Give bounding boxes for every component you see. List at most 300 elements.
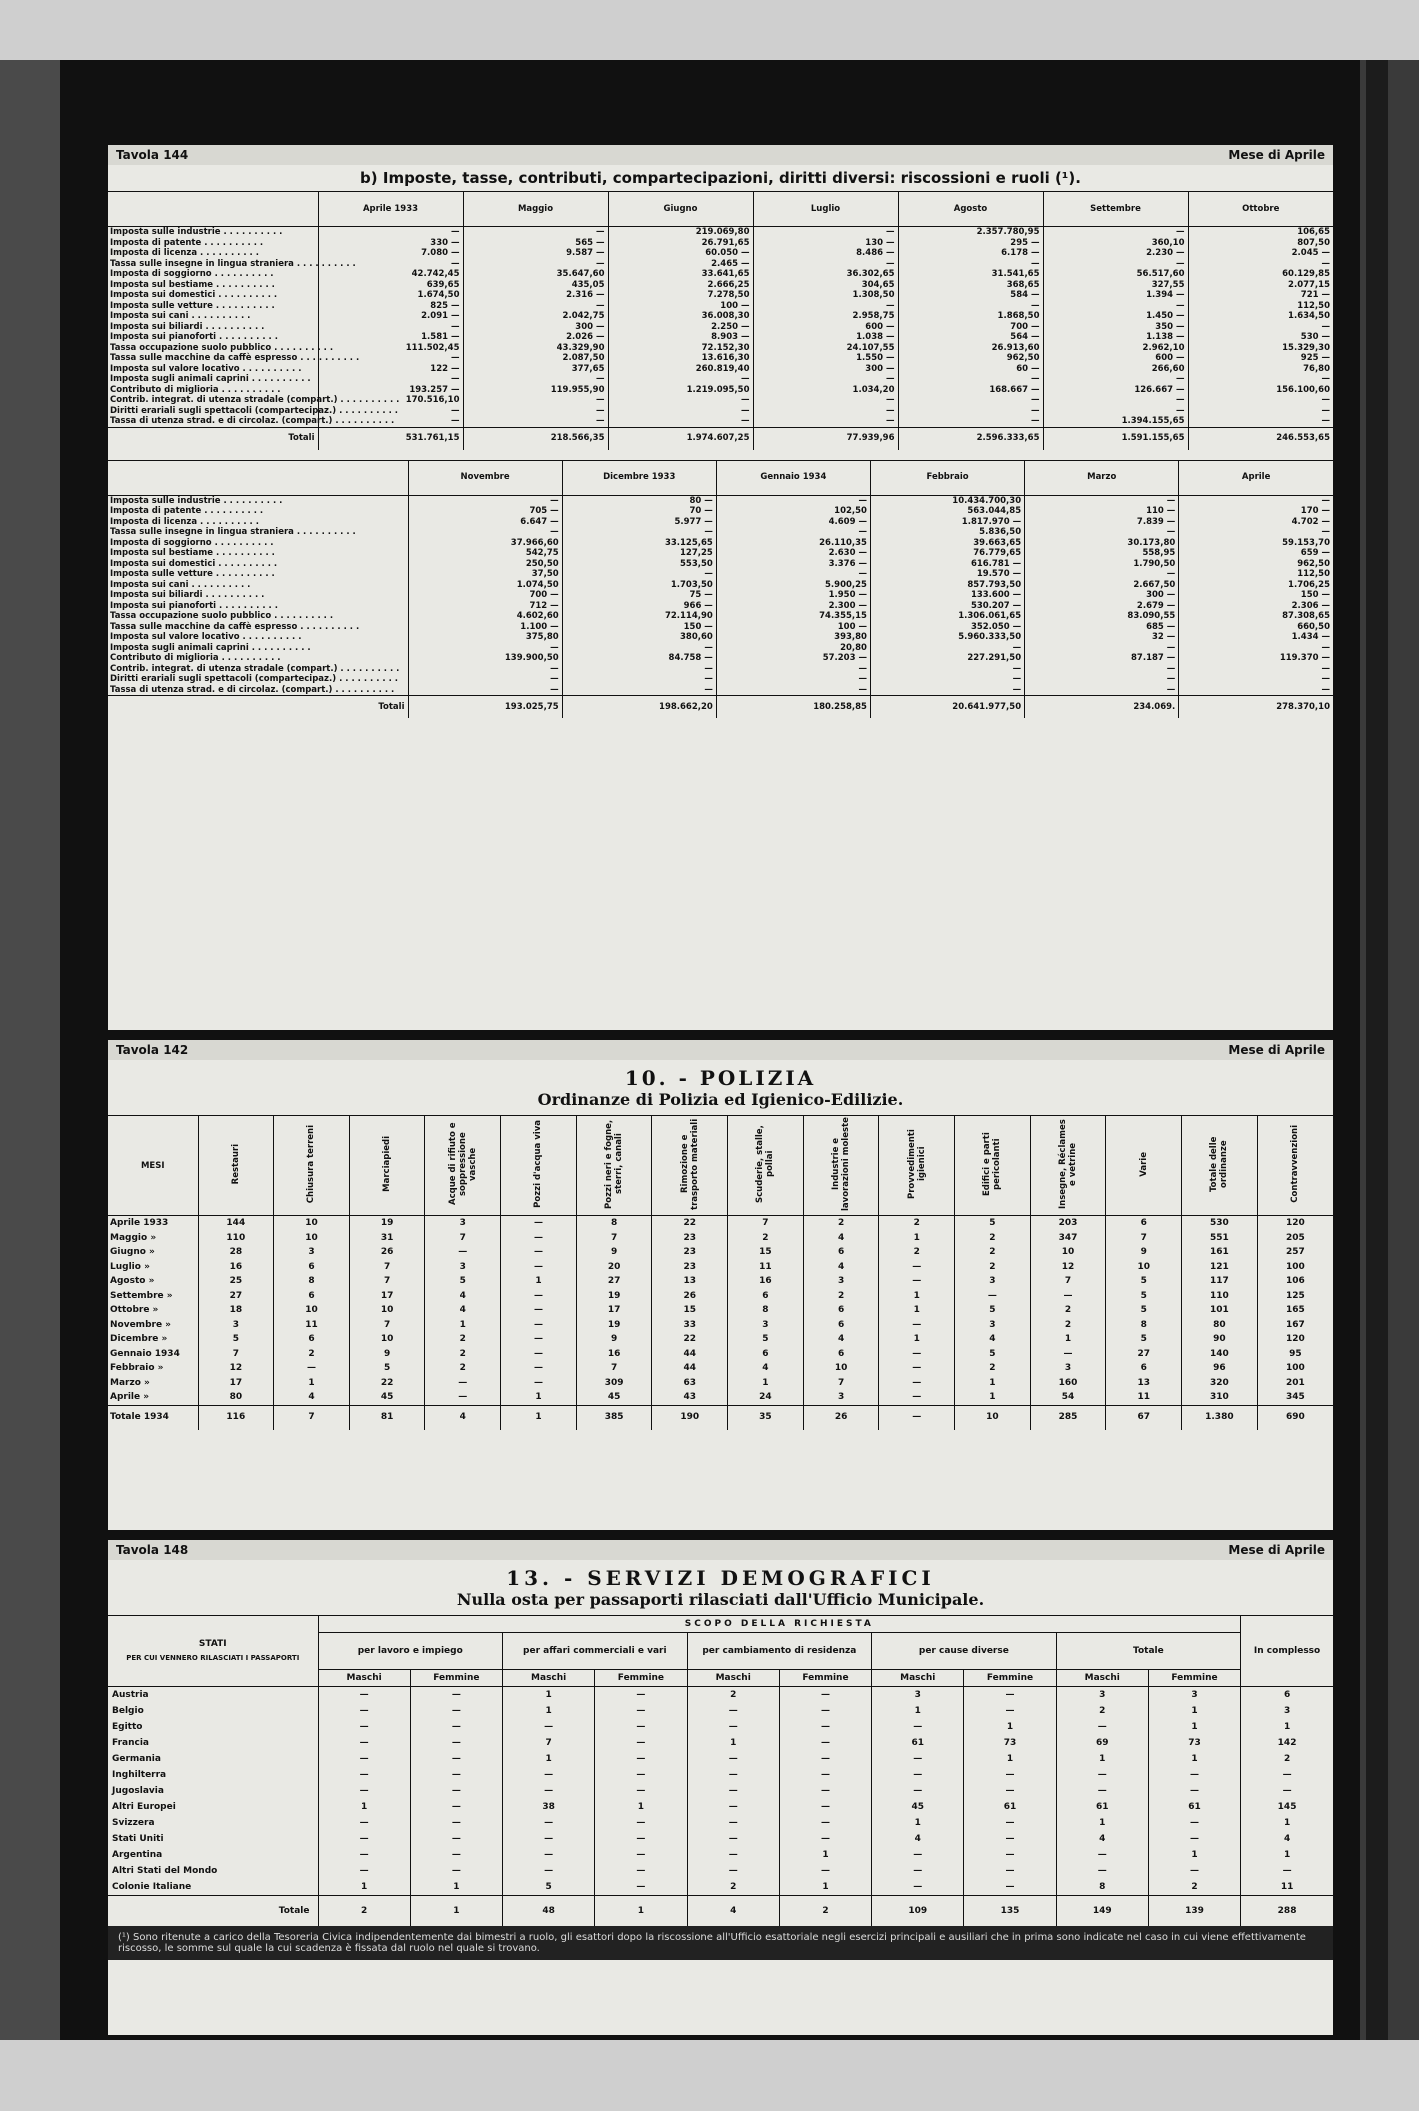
cell-value: — xyxy=(274,1361,350,1376)
cell-value: 150 — xyxy=(562,622,716,633)
cell-value: 9.587 — xyxy=(463,248,608,259)
group-header: Totale xyxy=(1056,1633,1241,1670)
table-row xyxy=(108,1879,1333,1896)
table-row xyxy=(108,527,1333,538)
cell-value: 10 xyxy=(1106,1260,1182,1275)
cell-value: — xyxy=(872,1863,964,1879)
row-label: Stati Uniti xyxy=(112,1834,164,1844)
cell-value: — xyxy=(318,406,463,417)
cell-value: 4 xyxy=(803,1260,879,1275)
column-header xyxy=(1030,1116,1106,1216)
cell-value: 30.173,80 xyxy=(1025,538,1179,549)
cell-value: — xyxy=(410,1831,502,1847)
table-row xyxy=(108,227,1333,238)
cell-value: 2 xyxy=(687,1687,779,1704)
cell-value: 4.602,60 xyxy=(408,611,562,622)
table-row xyxy=(108,364,1333,375)
cell-value: 1 xyxy=(1056,1815,1148,1831)
cell-value: 1 xyxy=(1148,1847,1240,1863)
cell-value: 564 — xyxy=(898,332,1043,343)
cell-value: — xyxy=(318,322,463,333)
cell-value: — xyxy=(410,1751,502,1767)
table-servizi-demografici xyxy=(108,1540,1333,2035)
scan-bottom-margin xyxy=(0,2040,1419,2111)
cell-value: — xyxy=(318,416,463,427)
cell-value: — xyxy=(687,1767,779,1783)
row-label: Imposta sul valore locativo . . . . . . . . . . xyxy=(110,363,302,374)
cell-value: 57.203 — xyxy=(716,653,870,664)
cell-value: 26.791,65 xyxy=(608,238,753,249)
cell-value: 3 xyxy=(1030,1361,1106,1376)
row-label: Dicembre » xyxy=(110,1334,168,1344)
row-label: Imposta sui biliardi . . . . . . . . . . xyxy=(110,321,265,332)
cell-value: 73 xyxy=(964,1735,1056,1751)
row-label: Belgio xyxy=(112,1706,144,1716)
cell-value: 4 xyxy=(872,1831,964,1847)
cell-value: — xyxy=(753,406,898,417)
cell-value: 16 xyxy=(728,1274,804,1289)
cell-value: 7.839 — xyxy=(1025,517,1179,528)
cell-value: 133.600 — xyxy=(870,590,1024,601)
row-label: Imposta sui domestici . . . . . . . . . . xyxy=(110,558,278,569)
column-header xyxy=(1106,1116,1182,1216)
cell-value: 1 xyxy=(503,1687,595,1704)
cell-value: — xyxy=(318,1831,410,1847)
cell-value: 1 xyxy=(964,1719,1056,1735)
cell-value: — xyxy=(955,1289,1031,1304)
month-label: Mese di Aprile xyxy=(1228,1043,1325,1057)
cell-value: 4 xyxy=(955,1332,1031,1347)
cell-value: 5 xyxy=(198,1332,274,1347)
cell-value: 110 — xyxy=(1025,506,1179,517)
cell-value: — xyxy=(870,674,1024,685)
cell-value: — xyxy=(608,395,753,406)
row-label: Settembre » xyxy=(110,1290,173,1301)
table-row xyxy=(108,538,1333,549)
row-label: Inghilterra xyxy=(112,1770,167,1780)
row-label: Jugoslavia xyxy=(112,1786,164,1796)
cell-value: 5 xyxy=(955,1347,1031,1362)
cell-value: — xyxy=(687,1783,779,1799)
column-header xyxy=(198,1116,274,1216)
total-value: 385 xyxy=(576,1405,652,1430)
cell-value: — xyxy=(872,1767,964,1783)
cell-value: 304,65 xyxy=(753,280,898,291)
row-label: Tassa di utenza strad. e di circolaz. (compart.) . . . . . . . . . . xyxy=(110,684,395,695)
cell-value: — xyxy=(501,1376,577,1391)
cell-value: 33.641,65 xyxy=(608,269,753,280)
cell-value: — xyxy=(463,416,608,427)
cell-value: 100 — xyxy=(608,301,753,312)
cell-value: 1.706,25 xyxy=(1179,580,1333,591)
cell-value: 7.278,50 xyxy=(608,290,753,301)
cell-value: 111.502,45 xyxy=(318,343,463,354)
cell-value: — xyxy=(1056,1783,1148,1799)
row-label: Imposta di licenza . . . . . . . . . . xyxy=(110,516,259,527)
cell-value: 9 xyxy=(576,1245,652,1260)
table-row xyxy=(108,1847,1333,1863)
header-blank xyxy=(108,460,408,495)
cell-value: 2 xyxy=(274,1347,350,1362)
cell-value: 6 xyxy=(1241,1687,1333,1704)
cell-value: 9 xyxy=(576,1332,652,1347)
cell-value: 227.291,50 xyxy=(870,653,1024,664)
cell-value: 112,50 xyxy=(1188,301,1333,312)
cell-value: 5 xyxy=(1106,1289,1182,1304)
table-row xyxy=(108,1332,1333,1347)
cell-value: 6.178 — xyxy=(898,248,1043,259)
cell-value: 120 xyxy=(1257,1216,1333,1231)
table-row xyxy=(108,506,1333,517)
row-label: Imposta sui pianoforti . . . . . . . . . . xyxy=(110,600,278,611)
total-value: 116 xyxy=(198,1405,274,1430)
cell-value: 219.069,80 xyxy=(608,227,753,238)
cell-value: 10 xyxy=(274,1216,350,1231)
cell-value: — xyxy=(463,301,608,312)
cell-value: — xyxy=(753,301,898,312)
cell-value: 2.026 — xyxy=(463,332,608,343)
cell-value: 2 xyxy=(1056,1703,1148,1719)
cell-value: — xyxy=(964,1687,1056,1704)
cell-value: 266,60 xyxy=(1043,364,1188,375)
column-header-text: Acque di rifiuto e soppressione vasche xyxy=(447,1122,478,1206)
row-label: Tassa sulle macchine da caffè espresso . . . . . . . . . . xyxy=(110,353,360,363)
cell-value: — xyxy=(318,1687,410,1704)
column-header-month: Settembre xyxy=(1043,192,1188,227)
cell-value: 83.090,55 xyxy=(1025,611,1179,622)
cell-value: — xyxy=(318,1703,410,1719)
cell-value: 558,95 xyxy=(1025,548,1179,559)
cell-value: — xyxy=(964,1879,1056,1896)
cell-value: 3 xyxy=(425,1260,501,1275)
cell-value: — xyxy=(879,1376,955,1391)
cell-value: — xyxy=(1043,259,1188,270)
cell-value: 2 xyxy=(879,1245,955,1260)
cell-value: 4 xyxy=(425,1289,501,1304)
imposte-table-part1 xyxy=(108,191,1333,450)
cell-value: 17 xyxy=(349,1289,425,1304)
cell-value: — xyxy=(425,1245,501,1260)
cell-value: — xyxy=(1043,374,1188,385)
row-label: Imposta sul bestiame . . . . . . . . . . xyxy=(110,279,275,290)
cell-value: 127,25 xyxy=(562,548,716,559)
total-value: 190 xyxy=(652,1405,728,1430)
cell-value: 1 xyxy=(410,1879,502,1896)
cell-value: 1 xyxy=(1030,1332,1106,1347)
table-row xyxy=(108,301,1333,312)
table-row xyxy=(108,248,1333,259)
cell-value: — xyxy=(503,1815,595,1831)
cell-value: 352.050 — xyxy=(870,622,1024,633)
total-value: 1.591.155,65 xyxy=(1043,427,1188,450)
column-header-text: Totale delle ordinanze xyxy=(1209,1136,1230,1192)
cell-value: — xyxy=(410,1687,502,1704)
cell-value: 8 xyxy=(1056,1879,1148,1896)
cell-value: 5.960.333,50 xyxy=(870,632,1024,643)
cell-value: 102,50 xyxy=(716,506,870,517)
cell-value: — xyxy=(318,1863,410,1879)
cell-value: 2 xyxy=(1148,1879,1240,1896)
cell-value: — xyxy=(964,1767,1056,1783)
cell-value: 660,50 xyxy=(1179,622,1333,633)
cell-value: — xyxy=(898,301,1043,312)
cell-value: 3 xyxy=(955,1318,1031,1333)
cell-value: 4.609 — xyxy=(716,517,870,528)
row-label: Tassa sulle insegne in lingua straniera . . . . . . . . . . xyxy=(110,258,356,269)
cell-value: — xyxy=(595,1735,687,1751)
cell-value: 156.100,60 xyxy=(1188,385,1333,396)
total-value: 139 xyxy=(1148,1896,1240,1927)
row-label: Imposta sul bestiame . . . . . . . . . . xyxy=(110,548,275,558)
cell-value: 4 xyxy=(425,1303,501,1318)
cell-value: 167 xyxy=(1257,1318,1333,1333)
cell-value: 7 xyxy=(803,1376,879,1391)
totals-row xyxy=(108,696,1333,719)
cell-value: 3 xyxy=(955,1274,1031,1289)
cell-value: 101 xyxy=(1182,1303,1258,1318)
cell-value: — xyxy=(872,1783,964,1799)
cell-value: 1 xyxy=(503,1751,595,1767)
cell-value: 44 xyxy=(652,1361,728,1376)
cell-value: — xyxy=(562,685,716,696)
cell-value: 37,50 xyxy=(408,569,562,580)
total-value: 10 xyxy=(955,1405,1031,1430)
cell-value: 54 xyxy=(1030,1390,1106,1405)
table-row xyxy=(108,1783,1333,1799)
cell-value: — xyxy=(1025,674,1179,685)
table-row xyxy=(108,569,1333,580)
cell-value: 2 xyxy=(1241,1751,1333,1767)
cell-value: — xyxy=(318,1735,410,1751)
row-label: Altri Europei xyxy=(112,1802,176,1812)
table-row xyxy=(108,1289,1333,1304)
cell-value: 377,65 xyxy=(463,364,608,375)
cell-value: 7 xyxy=(503,1735,595,1751)
cell-value: 1 xyxy=(1056,1751,1148,1767)
row-label: Svizzera xyxy=(112,1818,155,1828)
cell-value: — xyxy=(1188,395,1333,406)
cell-value: — xyxy=(687,1847,779,1863)
table-row xyxy=(108,580,1333,591)
column-header-text: Chiusura terreni xyxy=(306,1124,317,1204)
cell-value: 37.966,60 xyxy=(408,538,562,549)
cell-value: 685 — xyxy=(1025,622,1179,633)
cell-value: 76.779,65 xyxy=(870,548,1024,559)
row-label: Tassa sulle insegne in lingua straniera . . . . . . . . . . xyxy=(110,527,356,537)
cell-value: 27 xyxy=(576,1274,652,1289)
cell-value: 60 — xyxy=(898,364,1043,375)
table-row xyxy=(108,1719,1333,1735)
cell-value: — xyxy=(501,1245,577,1260)
cell-value: 165 xyxy=(1257,1303,1333,1318)
table-row xyxy=(108,1799,1333,1815)
cell-value: 44 xyxy=(652,1347,728,1362)
sex-header: Femmine xyxy=(595,1670,687,1687)
cell-value: — xyxy=(1043,406,1188,417)
cell-value: 117 xyxy=(1182,1274,1258,1289)
column-header-text: Varie xyxy=(1138,1151,1149,1177)
cell-value: 2.958,75 xyxy=(753,311,898,322)
cell-value: — xyxy=(608,406,753,417)
table-row xyxy=(108,685,1333,696)
cell-value: — xyxy=(870,664,1024,675)
cell-value: 2 xyxy=(803,1216,879,1231)
total-value: 193.025,75 xyxy=(408,696,562,719)
column-header xyxy=(1182,1116,1258,1216)
cell-value: 300 — xyxy=(753,364,898,375)
cell-value: 39.663,65 xyxy=(870,538,1024,549)
table-row xyxy=(108,622,1333,633)
cell-value: 350 — xyxy=(1043,322,1188,333)
cell-value: 22 xyxy=(349,1376,425,1391)
cell-value: 6 xyxy=(274,1289,350,1304)
cell-value: 2.250 — xyxy=(608,322,753,333)
cell-value: 1 xyxy=(879,1231,955,1246)
cell-value: — xyxy=(872,1847,964,1863)
column-header xyxy=(274,1116,350,1216)
total-value: 2 xyxy=(318,1896,410,1927)
row-label: Contrib. integrat. di utenza stradale (compart.) . . . . . . . . . . xyxy=(110,663,400,674)
cell-value: — xyxy=(870,685,1024,696)
total-value: 35 xyxy=(728,1405,804,1430)
cell-value: — xyxy=(1188,259,1333,270)
cell-value: 8.486 — xyxy=(753,248,898,259)
total-value: 180.258,85 xyxy=(716,696,870,719)
table-row xyxy=(108,590,1333,601)
column-header xyxy=(425,1116,501,1216)
cell-value: 59.153,70 xyxy=(1179,538,1333,549)
table-number: Tavola 148 xyxy=(116,1543,189,1557)
sex-header: Femmine xyxy=(410,1670,502,1687)
totals-row xyxy=(108,1896,1333,1927)
cell-value: 16 xyxy=(198,1260,274,1275)
cell-value: 24.107,55 xyxy=(753,343,898,354)
cell-value: — xyxy=(1043,395,1188,406)
cell-value: 7 xyxy=(349,1318,425,1333)
total-value: 77.939,96 xyxy=(753,427,898,450)
cell-value: 203 xyxy=(1030,1216,1106,1231)
total-value: 4 xyxy=(687,1896,779,1927)
cell-value: 4.702 — xyxy=(1179,517,1333,528)
cell-value: 1.074,50 xyxy=(408,580,562,591)
cell-value: 16 xyxy=(576,1347,652,1362)
cell-value: — xyxy=(501,1260,577,1275)
cell-value: 140 xyxy=(1182,1347,1258,1362)
total-value: 2.596.333,65 xyxy=(898,427,1043,450)
table-polizia xyxy=(108,1040,1333,1530)
column-header-month: Novembre xyxy=(408,460,562,495)
row-label: Imposta sulle industrie . . . . . . . . . . xyxy=(110,227,283,237)
cell-value: — xyxy=(595,1783,687,1799)
cell-value: 260.819,40 xyxy=(608,364,753,375)
sex-header: Femmine xyxy=(964,1670,1056,1687)
cell-value: 1 xyxy=(274,1376,350,1391)
cell-value: — xyxy=(501,1231,577,1246)
cell-value: 96 xyxy=(1182,1361,1258,1376)
row-label: Contributo di miglioria . . . . . . . . . . xyxy=(110,384,281,395)
cell-value: 12 xyxy=(198,1361,274,1376)
cell-value: 320 xyxy=(1182,1376,1258,1391)
cell-value: — xyxy=(872,1751,964,1767)
cell-value: 1 xyxy=(1148,1703,1240,1719)
total-value: 1 xyxy=(410,1896,502,1927)
cell-value: 3 xyxy=(198,1318,274,1333)
cell-value: 33.125,65 xyxy=(562,538,716,549)
cell-value: — xyxy=(779,1831,871,1847)
cell-value: 36.008,30 xyxy=(608,311,753,322)
cell-value: 1 xyxy=(879,1289,955,1304)
cell-value: 1.950 — xyxy=(716,590,870,601)
cell-value: 106 xyxy=(1257,1274,1333,1289)
cell-value: 10 xyxy=(349,1332,425,1347)
cell-value: 23 xyxy=(652,1260,728,1275)
cell-value: — xyxy=(408,664,562,675)
cell-value: — xyxy=(501,1216,577,1231)
cell-value: 1 xyxy=(879,1332,955,1347)
group-header: per affari commerciali e vari xyxy=(503,1633,688,1670)
cell-value: 120 xyxy=(1257,1332,1333,1347)
imposte-table-part2 xyxy=(108,460,1333,719)
cell-value: 962,50 xyxy=(1179,559,1333,570)
cell-value: 22 xyxy=(652,1216,728,1231)
row-label: Imposta di patente . . . . . . . . . . xyxy=(110,237,264,248)
cell-value: 7 xyxy=(349,1274,425,1289)
cell-value: 73 xyxy=(1148,1735,1240,1751)
row-label: Imposta sui cani . . . . . . . . . . xyxy=(110,311,251,321)
cell-value: — xyxy=(501,1332,577,1347)
cell-value: 825 — xyxy=(318,301,463,312)
cell-value: 4 xyxy=(803,1231,879,1246)
cell-value: — xyxy=(595,1703,687,1719)
cell-value: 721 — xyxy=(1188,290,1333,301)
table-row xyxy=(108,332,1333,343)
row-label: Tassa occupazione suolo pubblico . . . . . . . . . . xyxy=(110,342,334,353)
cell-value: 160 xyxy=(1030,1376,1106,1391)
cell-value: 32 — xyxy=(1025,632,1179,643)
cell-value: — xyxy=(410,1863,502,1879)
cell-value: 80 xyxy=(198,1390,274,1405)
cell-value: 1 xyxy=(687,1735,779,1751)
cell-value: 360,10 xyxy=(1043,238,1188,249)
cell-value: 1.790,50 xyxy=(1025,559,1179,570)
table-row xyxy=(108,1815,1333,1831)
cell-value: 6 xyxy=(274,1260,350,1275)
cell-value: — xyxy=(779,1687,871,1704)
cell-value: 7 xyxy=(349,1260,425,1275)
cell-value: — xyxy=(779,1735,871,1751)
row-label: Imposta di patente . . . . . . . . . . xyxy=(110,506,264,516)
cell-value: 6 xyxy=(728,1289,804,1304)
row-label: Colonie Italiane xyxy=(112,1882,192,1892)
cell-value: — xyxy=(779,1863,871,1879)
cell-value: 962,50 xyxy=(898,353,1043,364)
cell-value: — xyxy=(879,1260,955,1275)
table-row xyxy=(108,353,1333,364)
cell-value: 4 xyxy=(728,1361,804,1376)
cell-value: 75 — xyxy=(562,590,716,601)
row-label: Ottobre » xyxy=(110,1305,159,1315)
cell-value: 24 xyxy=(728,1390,804,1405)
cell-value: — xyxy=(608,374,753,385)
cell-value: — xyxy=(753,259,898,270)
cell-value: — xyxy=(410,1719,502,1735)
cell-value: 2.077,15 xyxy=(1188,280,1333,291)
cell-value: 565 — xyxy=(463,238,608,249)
cell-value: — xyxy=(463,259,608,270)
totals-row xyxy=(108,427,1333,450)
cell-value: 857.793,50 xyxy=(870,580,1024,591)
cell-value: 19 xyxy=(576,1318,652,1333)
